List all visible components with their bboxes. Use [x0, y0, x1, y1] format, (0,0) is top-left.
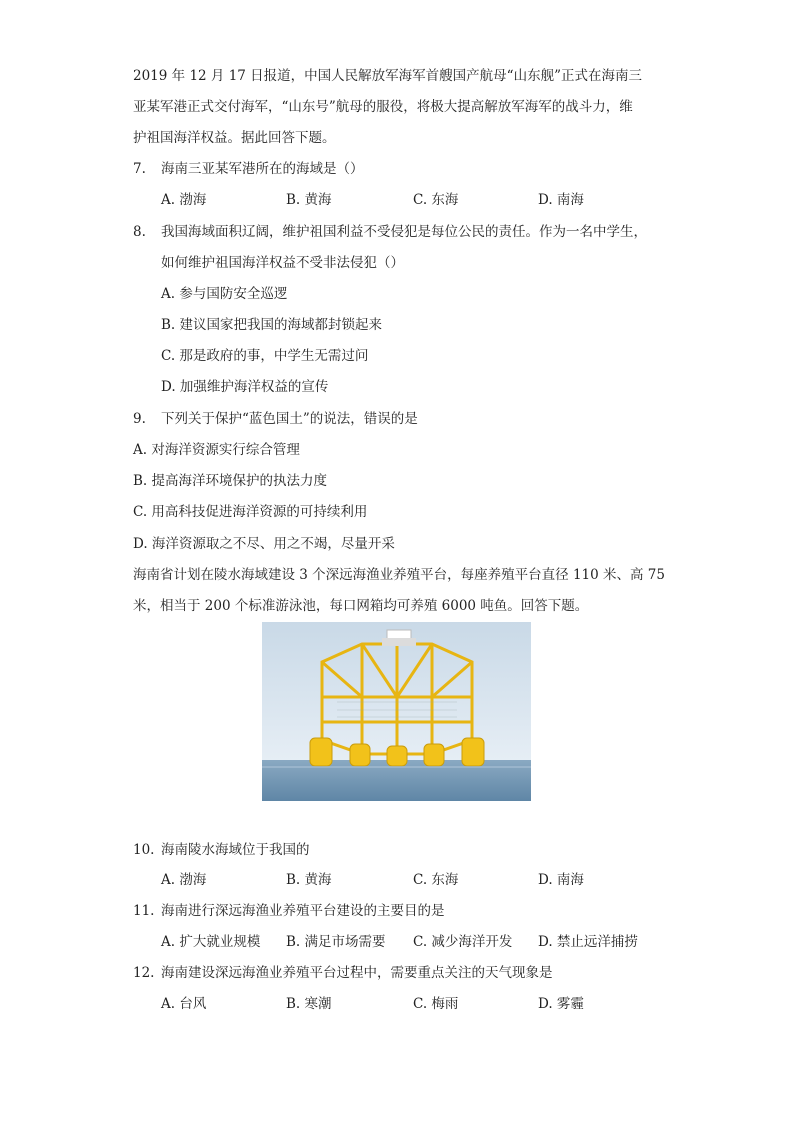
- question-11-number: 11.: [133, 903, 155, 919]
- question-10-option-b[interactable]: B. 黄海: [286, 872, 332, 888]
- question-8-text-line-1: 我国海域面积辽阔，维护祖国利益不受侵犯是每位公民的责任。作为一名中学生，: [161, 224, 647, 240]
- question-7-option-d[interactable]: D. 南海: [538, 192, 584, 208]
- question-9-option-a[interactable]: A. 对海洋资源实行综合管理: [133, 442, 300, 458]
- question-8-option-a[interactable]: A. 参与国防安全巡逻: [161, 286, 288, 302]
- question-12-option-c[interactable]: C. 梅雨: [413, 996, 459, 1012]
- question-12-option-b[interactable]: B. 寒潮: [286, 996, 332, 1012]
- intro2-line-2: 米，相当于 200 个标准游泳池，每口网箱均可养殖 6000 吨鱼。回答下题。: [133, 598, 589, 614]
- intro-line-2: 亚某军港正式交付海军，“山东号”航母的服役，将极大提高解放军海军的战斗力，维: [133, 99, 633, 115]
- question-7-number: 7.: [133, 161, 146, 177]
- question-8-number: 8.: [133, 224, 146, 240]
- question-8-option-c[interactable]: C. 那是政府的事，中学生无需过问: [161, 348, 369, 364]
- question-7-option-a[interactable]: A. 渤海: [161, 192, 207, 208]
- question-10-option-a[interactable]: A. 渤海: [161, 872, 207, 888]
- question-12-number: 12.: [133, 965, 155, 981]
- question-10-option-c[interactable]: C. 东海: [413, 872, 459, 888]
- question-8-option-d[interactable]: D. 加强维护海洋权益的宣传: [161, 379, 329, 395]
- intro2-line-1: 海南省计划在陵水海域建设 3 个深远海渔业养殖平台，每座养殖平台直径 110 米、高 75: [133, 567, 665, 583]
- question-9-option-b[interactable]: B. 提高海洋环境保护的执法力度: [133, 473, 328, 489]
- question-7-option-c[interactable]: C. 东海: [413, 192, 459, 208]
- question-11-option-b[interactable]: B. 满足市场需要: [286, 934, 386, 950]
- question-9-option-c[interactable]: C. 用高科技促进海洋资源的可持续利用: [133, 504, 368, 520]
- question-11-option-c[interactable]: C. 减少海洋开发: [413, 934, 513, 950]
- question-11-option-a[interactable]: A. 扩大就业规模: [161, 934, 261, 950]
- question-11-text: 海南进行深远海渔业养殖平台建设的主要目的是: [161, 903, 445, 919]
- question-11-option-d[interactable]: D. 禁止远洋捕捞: [538, 934, 638, 950]
- question-9-text: 下列关于保护“蓝色国土”的说法，错误的是: [161, 411, 418, 427]
- aquaculture-platform-photo: [262, 622, 531, 801]
- question-10-number: 10.: [133, 842, 155, 858]
- intro-line-3: 护祖国海洋权益。据此回答下题。: [133, 130, 336, 146]
- intro-line-1: 2019 年 12 月 17 日报道，中国人民解放军海军首艘国产航母“山东舰”正式在海南三: [133, 68, 642, 84]
- question-8-text-line-2: 如何维护祖国海洋权益不受非法侵犯（）: [161, 255, 404, 271]
- question-12-option-a[interactable]: A. 台风: [161, 996, 207, 1012]
- question-9-option-d[interactable]: D. 海洋资源取之不尽、用之不竭，尽量开采: [133, 536, 395, 552]
- question-7-text: 海南三亚某军港所在的海域是（）: [161, 161, 364, 177]
- question-10-option-d[interactable]: D. 南海: [538, 872, 584, 888]
- question-12-option-d[interactable]: D. 雾霾: [538, 996, 584, 1012]
- question-7-option-b[interactable]: B. 黄海: [286, 192, 332, 208]
- question-10-text: 海南陵水海域位于我国的: [161, 842, 310, 858]
- question-9-number: 9.: [133, 411, 146, 427]
- question-12-text: 海南建设深远海渔业养殖平台过程中，需要重点关注的天气现象是: [161, 965, 553, 981]
- question-8-option-b[interactable]: B. 建议国家把我国的海域都封锁起来: [161, 317, 383, 333]
